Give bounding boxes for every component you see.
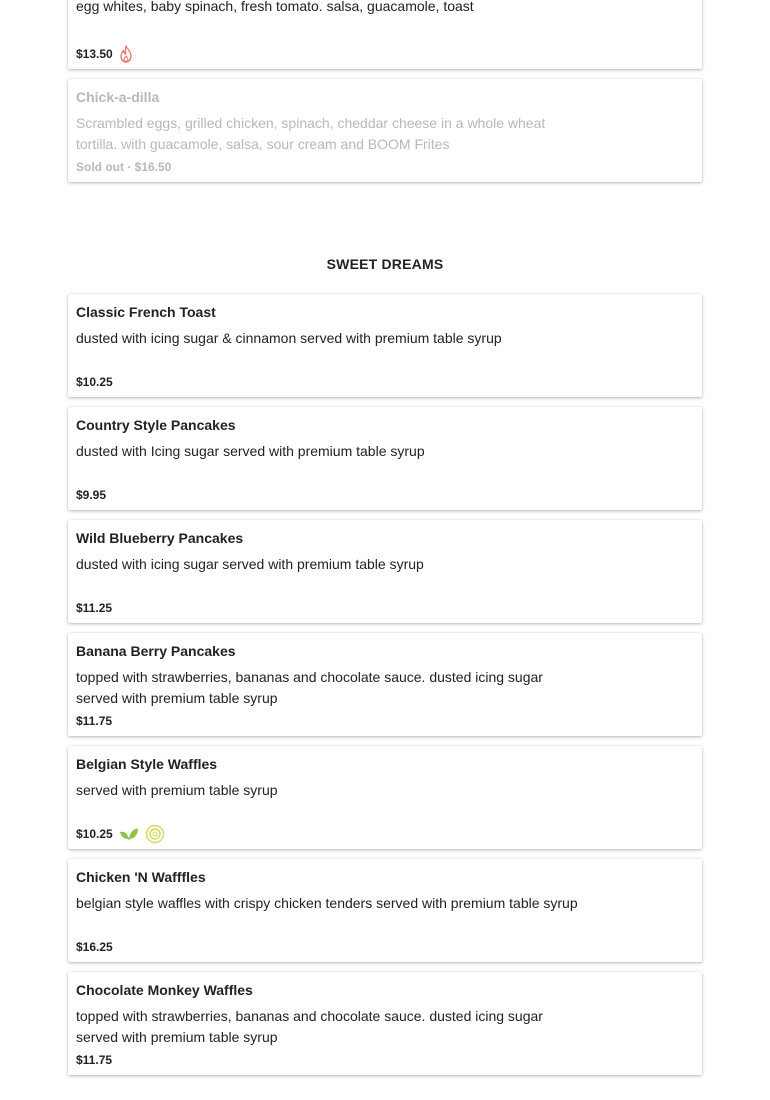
menu-item-card[interactable] (68, 0, 702, 69)
menu-item-card[interactable] (68, 859, 702, 962)
menu-item-price-row (76, 156, 171, 178)
menu-item-description: topped with strawberries, bananas and chocolate sauce. dusted icing sugar served with premium table syrup (76, 1008, 543, 1045)
ring-icon (145, 824, 165, 844)
menu-item-price-row (76, 823, 165, 845)
menu-item-name: Banana Berry Pancakes (76, 643, 236, 659)
menu-item-price: $11.75 (76, 1053, 113, 1067)
menu-item-card[interactable] (68, 633, 702, 736)
menu-item-name: Chicken 'N Wafffles (76, 869, 206, 885)
menu-item-price-row (76, 936, 113, 958)
menu-item-name: Country Style Pancakes (76, 417, 236, 433)
menu-item-card[interactable] (68, 972, 702, 1075)
menu-item-description: served with premium table syrup (76, 782, 278, 798)
menu-item-price: $13.50 (76, 47, 113, 61)
menu-item-price-row (76, 710, 112, 732)
menu-item-price: $9.95 (76, 488, 107, 502)
menu-item-price-row (76, 1049, 112, 1071)
menu-item-price: $11.75 (76, 714, 113, 728)
section-title: SWEET DREAMS (326, 256, 444, 272)
menu-item-price: $11.25 (76, 601, 113, 615)
menu-item-price: $10.25 (76, 375, 113, 389)
menu-item-description: topped with strawberries, bananas and chocolate sauce. dusted icing sugar served with premium table syrup (76, 669, 543, 706)
menu-item-card[interactable] (68, 294, 702, 397)
menu-item-description: Scrambled eggs, grilled chicken, spinach, cheddar cheese in a whole wheat tortilla. with guacamole, salsa, sour cream and BOOM Frites (76, 115, 546, 152)
menu-item-card[interactable] (68, 407, 702, 510)
menu-item-description: egg whites, baby spinach, fresh tomato. salsa, guacamole, toast (76, 0, 474, 14)
menu-item-description: belgian style waffles with crispy chicken tenders served with premium table syrup (76, 895, 578, 911)
menu-item-name: Chocolate Monkey Waffles (76, 982, 253, 998)
menu-item-price: Sold out · $16.50 (76, 160, 172, 174)
menu-item-name: Chick-a-dilla (76, 89, 160, 105)
menu-item-price: $16.25 (76, 940, 113, 954)
flame-icon (119, 45, 133, 63)
menu-item-price: $10.25 (76, 827, 113, 841)
menu-item-description: dusted with icing sugar served with premium table syrup (76, 556, 424, 572)
menu-item-price-row (76, 484, 106, 506)
menu-item-card[interactable] (68, 520, 702, 623)
menu-item-price-row (76, 371, 113, 393)
menu-item-card-soldout[interactable] (68, 79, 702, 182)
menu-item-card[interactable] (68, 746, 702, 849)
menu-item-description: dusted with Icing sugar served with premium table syrup (76, 443, 425, 459)
menu-item-price-row (76, 597, 112, 619)
menu-item-price-row (76, 43, 133, 65)
menu-item-description: dusted with icing sugar & cinnamon served with premium table syrup (76, 330, 502, 346)
menu-item-name: Belgian Style Waffles (76, 756, 218, 772)
menu-item-name: Classic French Toast (76, 304, 216, 320)
menu-item-name: Wild Blueberry Pancakes (76, 530, 244, 546)
leaf-icon (119, 826, 139, 842)
